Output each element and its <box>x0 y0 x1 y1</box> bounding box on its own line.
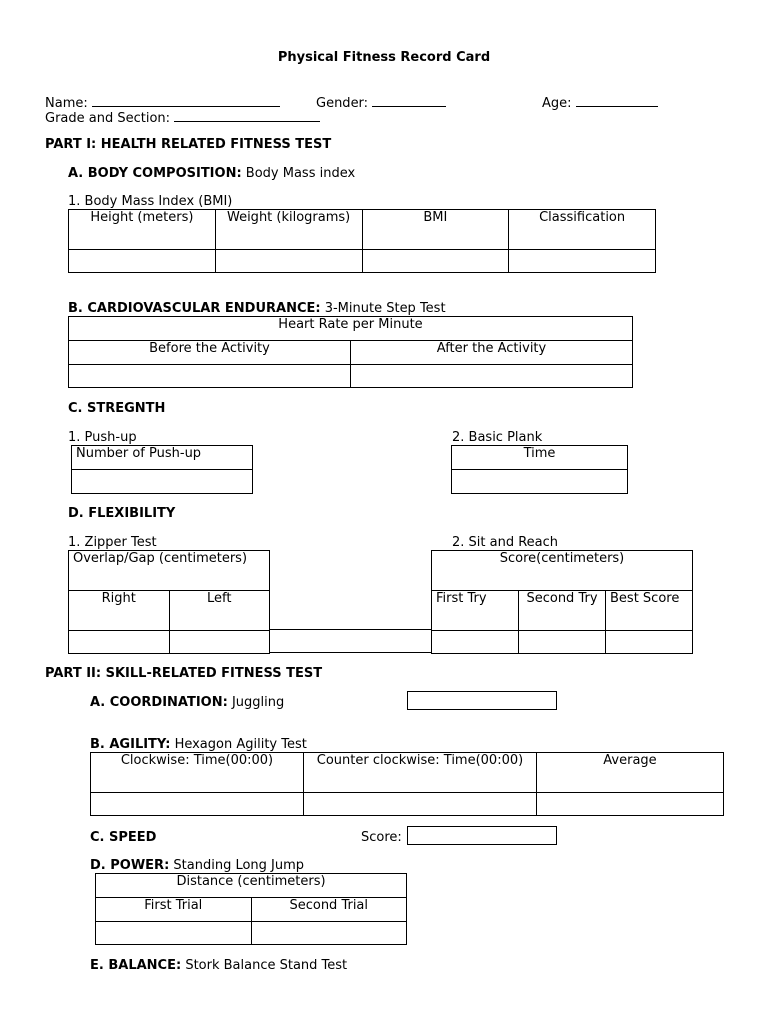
bmi-cell-height[interactable] <box>69 250 216 273</box>
zipper-cell-right[interactable] <box>69 631 170 654</box>
power-table <box>95 873 407 945</box>
power-col-first: First Trial <box>96 898 252 922</box>
body-composition-test: Body Mass index <box>245 166 356 181</box>
cardio-cell-before[interactable] <box>69 365 351 388</box>
bmi-col-classification: Classification <box>509 210 656 250</box>
pushup-cell[interactable] <box>72 470 253 494</box>
bmi-col-height: Height (meters) <box>69 210 216 250</box>
gender-blank[interactable] <box>372 94 446 107</box>
balance-heading <box>90 958 347 973</box>
balance-label: E. BALANCE: <box>90 958 182 973</box>
flexibility-connector <box>269 629 432 653</box>
bmi-col-bmi: BMI <box>362 210 509 250</box>
zipper-item: 1. Zipper Test <box>68 535 157 550</box>
sit-reach-col-second: Second Try <box>519 591 606 631</box>
cardio-col-after: After the Activity <box>351 341 633 365</box>
name-blank[interactable] <box>92 94 280 107</box>
agility-cell-counter[interactable] <box>304 793 537 816</box>
zipper-table <box>68 550 270 654</box>
cardio-col-before: Before the Activity <box>69 341 351 365</box>
power-cell-first[interactable] <box>96 922 252 945</box>
pushup-col: Number of Push-up <box>72 446 253 470</box>
coordination-label: A. COORDINATION: <box>90 695 228 710</box>
sit-reach-col-first: First Try <box>432 591 519 631</box>
coordination-score-box[interactable] <box>407 691 557 710</box>
sit-reach-col-best: Best Score <box>606 591 693 631</box>
bmi-col-weight: Weight (kilograms) <box>215 210 362 250</box>
gender-field[interactable] <box>316 94 446 111</box>
gender-label: Gender: <box>316 96 369 111</box>
agility-table <box>90 752 724 816</box>
cardio-header: Heart Rate per Minute <box>69 317 633 341</box>
grade-field[interactable] <box>45 109 320 126</box>
power-cell-second[interactable] <box>251 922 407 945</box>
agility-col-counter: Counter clockwise: Time(00:00) <box>304 753 537 793</box>
sit-reach-item: 2. Sit and Reach <box>452 535 559 550</box>
power-heading <box>90 858 304 873</box>
bmi-table <box>68 209 656 273</box>
part1-heading: PART I: HEALTH RELATED FITNESS TEST <box>45 137 332 152</box>
body-composition-label: A. BODY COMPOSITION: <box>68 166 242 181</box>
bmi-cell-classification[interactable] <box>509 250 656 273</box>
name-label: Name: <box>45 96 88 111</box>
power-header: Distance (centimeters) <box>96 874 407 898</box>
flexibility-heading: D. FLEXIBILITY <box>68 506 176 521</box>
agility-label: B. AGILITY: <box>90 737 171 752</box>
sit-reach-cell-second[interactable] <box>519 631 606 654</box>
agility-heading <box>90 737 307 752</box>
age-blank[interactable] <box>576 94 658 107</box>
coordination-test: Juggling <box>231 695 285 710</box>
sit-reach-header: Score(centimeters) <box>432 551 693 591</box>
grade-blank[interactable] <box>174 109 320 122</box>
grade-label: Grade and Section: <box>45 111 171 126</box>
cardio-cell-after[interactable] <box>351 365 633 388</box>
part2-heading: PART II: SKILL-RELATED FITNESS TEST <box>45 666 323 681</box>
pushup-item: 1. Push-up <box>68 430 137 445</box>
power-label: D. POWER: <box>90 858 170 873</box>
speed-score-box[interactable] <box>407 826 557 845</box>
zipper-col-right: Right <box>69 591 170 631</box>
power-test: Standing Long Jump <box>173 858 305 873</box>
plank-col: Time <box>452 446 628 470</box>
agility-col-clockwise: Clockwise: Time(00:00) <box>91 753 304 793</box>
balance-test: Stork Balance Stand Test <box>185 958 348 973</box>
zipper-header: Overlap/Gap (centimeters) <box>69 551 270 591</box>
sit-reach-cell-first[interactable] <box>432 631 519 654</box>
cardio-table <box>68 316 633 388</box>
agility-col-average: Average <box>537 753 724 793</box>
plank-cell[interactable] <box>452 470 628 494</box>
agility-cell-average[interactable] <box>537 793 724 816</box>
sit-reach-cell-best[interactable] <box>606 631 693 654</box>
sit-reach-table <box>431 550 693 654</box>
bmi-cell-weight[interactable] <box>215 250 362 273</box>
coordination-heading <box>90 695 284 710</box>
age-label: Age: <box>542 96 572 111</box>
body-composition-heading <box>68 166 355 181</box>
zipper-col-left: Left <box>169 591 270 631</box>
plank-item: 2. Basic Plank <box>452 430 543 445</box>
speed-heading: C. SPEED <box>90 830 157 845</box>
bmi-item: 1. Body Mass Index (BMI) <box>68 194 233 209</box>
agility-cell-clockwise[interactable] <box>91 793 304 816</box>
speed-score-label: Score: <box>361 830 402 845</box>
power-col-second: Second Trial <box>251 898 407 922</box>
zipper-cell-left[interactable] <box>169 631 270 654</box>
cardio-label: B. CARDIOVASCULAR ENDURANCE: <box>68 301 321 316</box>
plank-table <box>451 445 628 494</box>
agility-test: Hexagon Agility Test <box>174 737 307 752</box>
age-field[interactable] <box>542 94 658 111</box>
page-title: Physical Fitness Record Card <box>277 50 491 65</box>
cardio-test: 3-Minute Step Test <box>324 301 446 316</box>
strength-heading: C. STREGNTH <box>68 401 166 416</box>
pushup-table <box>71 445 253 494</box>
bmi-cell-bmi[interactable] <box>362 250 509 273</box>
cardio-heading <box>68 301 446 316</box>
